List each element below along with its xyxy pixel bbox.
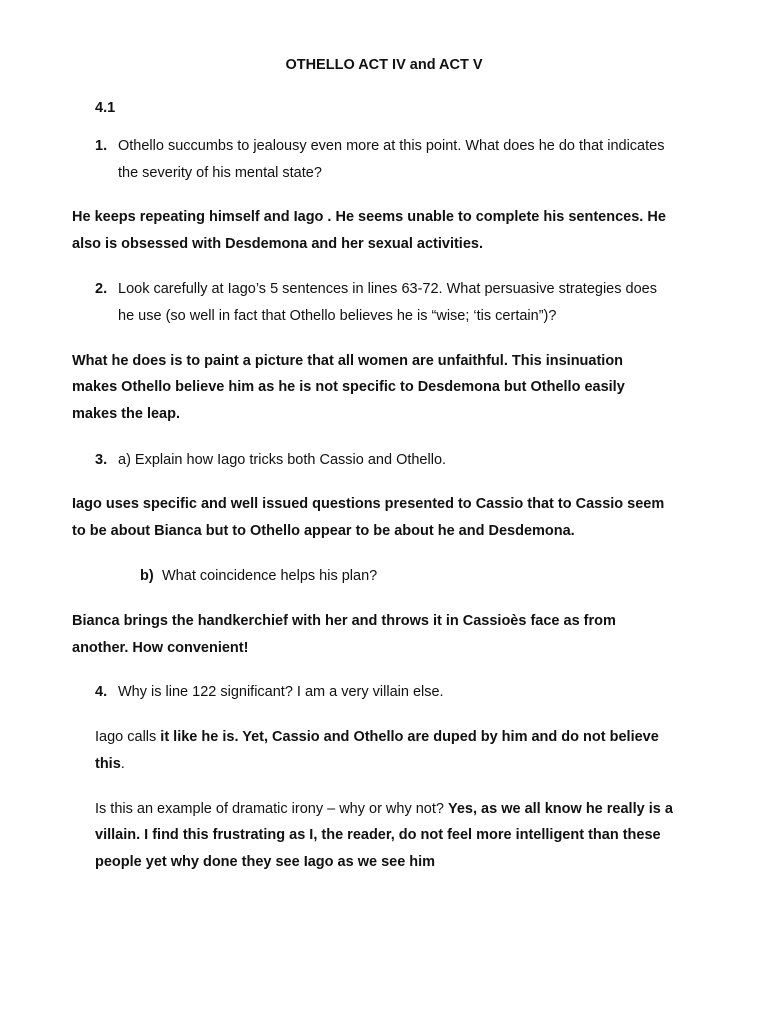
answer-4b-line-2: villain. I find this frustrating as I, the reader, do not feel more intelligent than these (95, 827, 661, 843)
answer-4b-first: Yes, as we all know he really is a (448, 801, 673, 817)
answer-2-line-3: makes the leap. (72, 406, 180, 422)
answer-3-line-2: to be about Bianca but to Othello appear to be about he and Desdemona. (72, 523, 575, 539)
answer-4-line-1-bold: it like he is. Yet, Cassio and Othello are duped by him and do not believe (160, 729, 659, 745)
question-2-line-1: Look carefully at Iago’s 5 sentences in lines 63-72. What persuasive strategies does (118, 281, 657, 297)
question-1-number: 1. (95, 138, 108, 154)
question-2-number: 2. (95, 281, 108, 297)
question-2-line-2: he use (so well in fact that Othello believes he is “wise; ‘tis certain”)? (118, 308, 557, 324)
question-1-line-1: Othello succumbs to jealousy even more at this point. What does he do that indicates (118, 138, 665, 154)
answer-4-line-1 (95, 727, 659, 747)
question-4-text: Why is line 122 significant? I am a very villain else. (118, 684, 444, 700)
answer-4-line-2-regular: . (120, 756, 125, 772)
answer-3b-line-2: another. How convenient! (72, 640, 249, 656)
question-4b-line-1 (95, 799, 673, 819)
question-3b-label: b) (140, 568, 154, 584)
question-4b-text: Is this an example of dramatic irony – why or why not? (95, 801, 448, 817)
answer-2-line-2: makes Othello believe him as he is not specific to Desdemona but Othello easily (72, 379, 625, 395)
answer-4b-line-3: people yet why done they see Iago as we see him (95, 854, 436, 870)
question-1-line-2: the severity of his mental state? (118, 165, 322, 181)
answer-4-line-2 (95, 754, 125, 774)
answer-1-line-2: also is obsessed with Desdemona and her sexual activities. (72, 236, 483, 252)
question-3b-text: What coincidence helps his plan? (162, 568, 378, 584)
answer-2-line-1: What he does is to paint a picture that all women are unfaithful. This insinuation (72, 353, 624, 369)
document-title: OTHELLO ACT IV and ACT V (285, 57, 483, 73)
answer-3b-line-1: Bianca brings the handkerchief with her and throws it in Cassioès face as from (72, 613, 616, 629)
answer-3-line-1: Iago uses specific and well issued questions presented to Cassio that to Cassio seem (72, 496, 665, 512)
answer-4-line-1-regular: Iago calls (95, 729, 161, 745)
answer-1-line-1: He keeps repeating himself and Iago . He seems unable to complete his sentences. He (72, 209, 666, 225)
question-4-number: 4. (95, 684, 108, 700)
question-3-text: a) Explain how Iago tricks both Cassio and Othello. (118, 452, 447, 468)
answer-4-line-2-bold: this (95, 756, 121, 772)
section-heading: 4.1 (95, 100, 116, 116)
question-3-number: 3. (95, 452, 108, 468)
